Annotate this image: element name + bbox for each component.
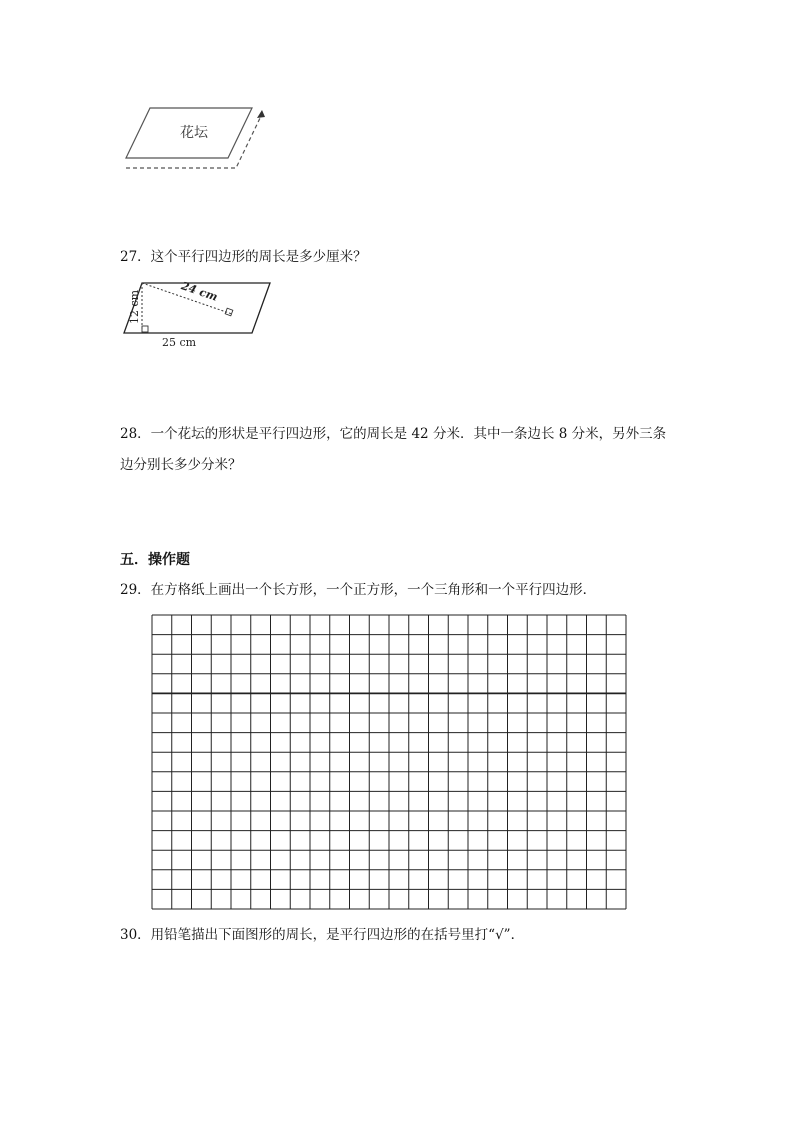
flowerbed-figure: [118, 104, 278, 176]
question-29-text: 29．在方格纸上画出一个长方形，一个正方形，一个三角形和一个平行四边形．: [120, 582, 597, 598]
arrow-head-icon: [257, 110, 265, 118]
q27-right-angle-mark-bottom: [142, 326, 148, 332]
question-27-text: 27．这个平行四边形的周长是多少厘米？: [120, 249, 367, 265]
flowerbed-label: 花坛: [180, 125, 208, 141]
grid-lines: [152, 615, 626, 909]
grid-paper[interactable]: [151, 614, 629, 912]
question-28-line-1: 28．一个花坛的形状是平行四边形，它的周长是 42 分米．其中一条边长 8 分米，另外三条: [120, 426, 667, 442]
q27-slant-label: 24 cm: [179, 279, 220, 304]
question-28-line-2: 边分别长多少分米？: [120, 457, 242, 473]
flowerbed-dashed-outline: [126, 114, 262, 168]
q27-parallelogram-figure: [118, 278, 278, 350]
q27-height-label: 12 cm: [128, 289, 141, 324]
section-5-title: 五．操作题: [120, 552, 190, 568]
question-30-text: 30．用铅笔描出下面图形的周长，是平行四边形的在括号里打“√”．: [120, 927, 525, 943]
q27-base-label: 25 cm: [162, 336, 197, 349]
